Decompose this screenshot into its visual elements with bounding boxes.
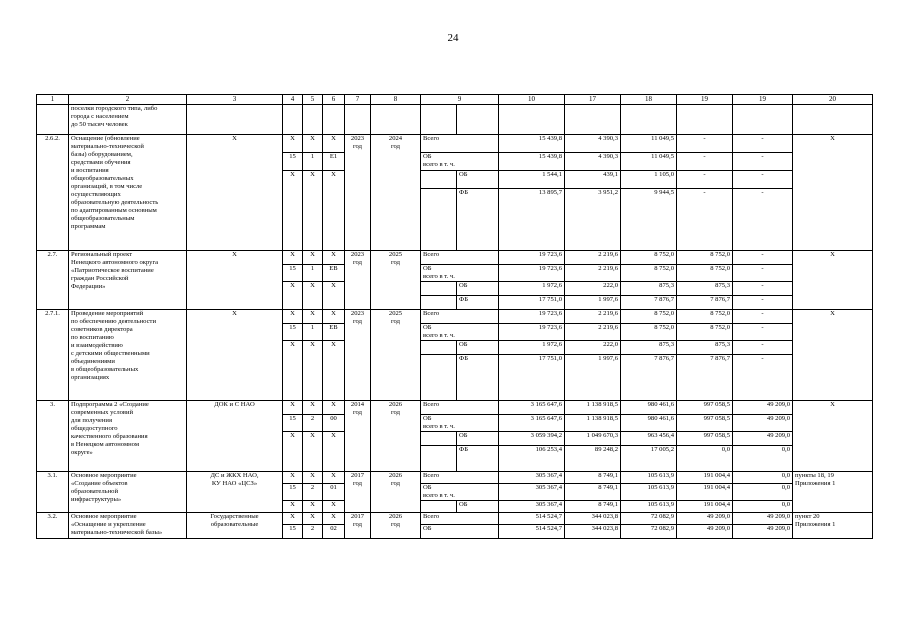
amount-cell: 19 723,6 bbox=[499, 265, 565, 282]
header-row bbox=[37, 95, 873, 105]
amount-cell: 8 752,0 bbox=[677, 251, 733, 265]
code-cell: 02 bbox=[323, 525, 345, 539]
cell-empty bbox=[565, 105, 621, 135]
amount-cell: 875,3 bbox=[677, 282, 733, 296]
section-name: Подпрограмма 2 «Создание современных условий для получения общедоступного качественного образования в Ненецком автономном округе» bbox=[69, 401, 187, 472]
code-cell: Х bbox=[283, 135, 303, 153]
cell-empty bbox=[345, 105, 371, 135]
amount-cell: 2 219,6 bbox=[565, 251, 621, 265]
amount-cell: 0,0 bbox=[733, 446, 793, 472]
amount-cell: 980 461,6 bbox=[621, 401, 677, 415]
cell-empty bbox=[187, 105, 283, 135]
executor: ДОК и С НАО bbox=[187, 401, 283, 472]
code-cell: Х bbox=[323, 501, 345, 513]
executor: Государственные образовательные bbox=[187, 513, 283, 539]
funding-source: ОБ всего в т. ч. bbox=[421, 415, 499, 432]
amount-cell: 997 058,5 bbox=[677, 415, 733, 432]
amount-cell: 875,3 bbox=[621, 282, 677, 296]
amount-cell: 8 749,1 bbox=[565, 484, 621, 501]
funding-source: Всего bbox=[421, 251, 499, 265]
note-cell: пункты 18, 19 Приложения 1 bbox=[793, 472, 873, 513]
amount-cell: - bbox=[733, 341, 793, 355]
code-cell: 15 bbox=[283, 153, 303, 171]
code-cell: Х bbox=[323, 171, 345, 251]
end-year: 2026 год bbox=[371, 472, 421, 513]
section-name: Основное мероприятие «Создание объектов образовательной инфраструктуры» bbox=[69, 472, 187, 513]
code-cell: Х bbox=[323, 401, 345, 415]
note-cell: Х bbox=[793, 401, 873, 472]
amount-cell: 15 439,8 bbox=[499, 135, 565, 153]
code-cell: Х bbox=[283, 282, 303, 310]
code-cell: Х bbox=[303, 501, 323, 513]
header-cell: 18 bbox=[621, 95, 677, 105]
cell-empty bbox=[677, 105, 733, 135]
amount-cell: 7 876,7 bbox=[621, 355, 677, 401]
code-cell: Х bbox=[303, 401, 323, 415]
cell-empty bbox=[733, 105, 793, 135]
code-cell: Х bbox=[283, 432, 303, 472]
row-number: 3. bbox=[37, 401, 69, 472]
amount-cell: 997 058,5 bbox=[677, 432, 733, 446]
funding-source: Всего bbox=[421, 472, 499, 484]
funding-source: ОБ всего в т. ч. bbox=[421, 324, 499, 341]
funding-subsource: ФБ bbox=[457, 446, 499, 472]
header-cell: 1 bbox=[37, 95, 69, 105]
code-cell: Х bbox=[303, 310, 323, 324]
amount-cell: - bbox=[733, 282, 793, 296]
amount-cell: 2 219,6 bbox=[565, 324, 621, 341]
amount-cell: 191 004,4 bbox=[677, 501, 733, 513]
amount-cell: 19 723,6 bbox=[499, 324, 565, 341]
code-cell: Х bbox=[283, 310, 303, 324]
amount-cell: 1 138 918,5 bbox=[565, 415, 621, 432]
amount-cell: 0,0 bbox=[733, 472, 793, 484]
section-name: Оснащение (обновление материально-технической базы) оборудованием, средствами обучения и воспитания общеобразовательных организаций, в том числе осуществляющих образовательную деятельность по адаптированным основным общеобразовательным программам bbox=[69, 135, 187, 251]
amount-cell: - bbox=[733, 171, 793, 189]
code-cell: 1 bbox=[303, 265, 323, 282]
amount-cell: 3 059 394,2 bbox=[499, 432, 565, 446]
amount-cell: 1 138 918,5 bbox=[565, 401, 621, 415]
amount-cell: 305 367,4 bbox=[499, 472, 565, 484]
section-name: Основное мероприятие «Оснащение и укрепление материально-технической базы» bbox=[69, 513, 187, 539]
header-cell: 8 bbox=[371, 95, 421, 105]
code-cell: Х bbox=[303, 282, 323, 310]
amount-cell: 49 209,0 bbox=[733, 525, 793, 539]
code-cell: 15 bbox=[283, 265, 303, 282]
code-cell: Х bbox=[283, 513, 303, 525]
header-cell: 3 bbox=[187, 95, 283, 105]
amount-cell: 222,0 bbox=[565, 341, 621, 355]
amount-cell: 17 751,0 bbox=[499, 355, 565, 401]
end-year: 2025 год bbox=[371, 251, 421, 310]
funding-subsource: ОБ bbox=[457, 341, 499, 355]
header-cell: 7 bbox=[345, 95, 371, 105]
cell-empty bbox=[421, 296, 457, 310]
amount-cell: 222,0 bbox=[565, 282, 621, 296]
amount-cell: 1 997,6 bbox=[565, 355, 621, 401]
code-cell: Х bbox=[323, 282, 345, 310]
page-number: 24 bbox=[447, 32, 459, 44]
amount-cell: 3 951,2 bbox=[565, 189, 621, 251]
funding-source: Всего bbox=[421, 310, 499, 324]
amount-cell: 11 049,5 bbox=[621, 153, 677, 171]
amount-cell: 106 253,4 bbox=[499, 446, 565, 472]
amount-cell: - bbox=[733, 310, 793, 324]
amount-cell: 49 209,0 bbox=[677, 513, 733, 525]
code-cell: 15 bbox=[283, 415, 303, 432]
amount-cell: 997 058,5 bbox=[677, 401, 733, 415]
table-row bbox=[37, 310, 873, 324]
executor: ДС и ЖКХ НАО, КУ НАО «ЦСЗ» bbox=[187, 472, 283, 513]
table-row bbox=[37, 135, 873, 153]
table-row bbox=[37, 513, 873, 525]
code-cell: Х bbox=[323, 513, 345, 525]
cell-empty bbox=[421, 501, 457, 513]
header-cell: 4 bbox=[283, 95, 303, 105]
code-cell: 15 bbox=[283, 525, 303, 539]
amount-cell: 2 219,6 bbox=[565, 310, 621, 324]
code-cell: Х bbox=[323, 341, 345, 401]
code-cell: Х bbox=[283, 501, 303, 513]
code-cell: Х bbox=[303, 472, 323, 484]
funding-subsource: ФБ bbox=[457, 355, 499, 401]
cell-empty bbox=[421, 282, 457, 296]
amount-cell: 875,3 bbox=[621, 341, 677, 355]
cell-empty bbox=[421, 341, 457, 355]
amount-cell: 0,0 bbox=[733, 501, 793, 513]
cell-empty bbox=[421, 355, 457, 401]
funding-subsource: ОБ bbox=[457, 282, 499, 296]
start-year: 2017 год bbox=[345, 513, 371, 539]
code-cell: 2 bbox=[303, 415, 323, 432]
amount-cell: 17 005,2 bbox=[621, 446, 677, 472]
amount-cell: 72 082,9 bbox=[621, 513, 677, 525]
cell-empty bbox=[303, 105, 323, 135]
header-cell: 2 bbox=[69, 95, 187, 105]
amount-cell: 0,0 bbox=[733, 484, 793, 501]
note-cell: пункт 20 Приложения 1 bbox=[793, 513, 873, 539]
amount-cell: 305 367,4 bbox=[499, 501, 565, 513]
cell-empty bbox=[37, 105, 69, 135]
start-year: 2023 год bbox=[345, 251, 371, 310]
header-cell: 9 bbox=[421, 95, 499, 105]
amount-cell: 1 544,1 bbox=[499, 171, 565, 189]
funding-source: ОБ всего в т. ч. bbox=[421, 265, 499, 282]
header-cell: 20 bbox=[793, 95, 873, 105]
executor: Х bbox=[187, 251, 283, 310]
amount-cell: 72 082,9 bbox=[621, 525, 677, 539]
amount-cell: 49 209,0 bbox=[677, 525, 733, 539]
amount-cell: - bbox=[733, 265, 793, 282]
code-cell: 00 bbox=[323, 415, 345, 432]
amount-cell: 0,0 bbox=[677, 446, 733, 472]
cell-empty bbox=[499, 105, 565, 135]
cell-empty bbox=[283, 105, 303, 135]
amount-cell: 89 248,2 bbox=[565, 446, 621, 472]
cell-empty bbox=[621, 105, 677, 135]
amount-cell: - bbox=[733, 355, 793, 401]
funding-subsource: ФБ bbox=[457, 189, 499, 251]
amount-cell: 514 524,7 bbox=[499, 525, 565, 539]
executor: Х bbox=[187, 310, 283, 401]
funding-subsource: ОБ bbox=[457, 432, 499, 446]
amount-cell: 2 219,6 bbox=[565, 265, 621, 282]
code-cell: Е1 bbox=[323, 153, 345, 171]
cell-empty bbox=[457, 105, 499, 135]
amount-cell: 7 876,7 bbox=[621, 296, 677, 310]
code-cell: Х bbox=[303, 135, 323, 153]
cell-empty bbox=[371, 105, 421, 135]
amount-cell: 980 461,6 bbox=[621, 415, 677, 432]
amount-cell: - bbox=[733, 135, 793, 153]
amount-cell: 105 613,9 bbox=[621, 501, 677, 513]
amount-cell: 439,1 bbox=[565, 171, 621, 189]
cell-empty bbox=[323, 105, 345, 135]
start-year: 2017 год bbox=[345, 472, 371, 513]
code-cell: Х bbox=[303, 341, 323, 401]
cell-empty bbox=[421, 432, 457, 446]
amount-cell: 4 390,3 bbox=[565, 135, 621, 153]
amount-cell: 9 944,5 bbox=[621, 189, 677, 251]
amount-cell: 8 752,0 bbox=[621, 251, 677, 265]
row-number: 3.2. bbox=[37, 513, 69, 539]
amount-cell: 49 209,0 bbox=[733, 401, 793, 415]
code-cell: 1 bbox=[303, 153, 323, 171]
amount-cell: 191 004,4 bbox=[677, 472, 733, 484]
end-year: 2025 год bbox=[371, 310, 421, 401]
amount-cell: - bbox=[677, 153, 733, 171]
table-row bbox=[37, 401, 873, 415]
amount-cell: 8 752,0 bbox=[677, 324, 733, 341]
budget-table bbox=[36, 94, 873, 539]
code-cell: Х bbox=[283, 251, 303, 265]
amount-cell: 17 751,0 bbox=[499, 296, 565, 310]
row-number: 3.1. bbox=[37, 472, 69, 513]
end-year: 2024 год bbox=[371, 135, 421, 251]
amount-cell: 8 752,0 bbox=[677, 265, 733, 282]
funding-source: ОБ всего в т. ч. bbox=[421, 484, 499, 501]
cell-empty bbox=[421, 105, 457, 135]
amount-cell: 8 752,0 bbox=[677, 310, 733, 324]
note-cell: Х bbox=[793, 135, 873, 251]
code-cell: Х bbox=[283, 171, 303, 251]
amount-cell: 1 049 670,3 bbox=[565, 432, 621, 446]
header-cell: 19 bbox=[677, 95, 733, 105]
amount-cell: 3 165 647,6 bbox=[499, 415, 565, 432]
end-year: 2026 год bbox=[371, 401, 421, 472]
table-row bbox=[37, 251, 873, 265]
cell-empty bbox=[793, 105, 873, 135]
amount-cell: - bbox=[677, 135, 733, 153]
amount-cell: 19 723,6 bbox=[499, 251, 565, 265]
amount-cell: 8 749,1 bbox=[565, 501, 621, 513]
amount-cell: - bbox=[733, 251, 793, 265]
end-year: 2026 год bbox=[371, 513, 421, 539]
funding-subsource: ОБ bbox=[457, 171, 499, 189]
code-cell: Х bbox=[323, 310, 345, 324]
row-number: 2.7. bbox=[37, 251, 69, 310]
code-cell: Х bbox=[323, 135, 345, 153]
note-cell: Х bbox=[793, 310, 873, 401]
code-cell: Х bbox=[323, 472, 345, 484]
code-cell: Х bbox=[303, 513, 323, 525]
amount-cell: 514 524,7 bbox=[499, 513, 565, 525]
amount-cell: 11 049,5 bbox=[621, 135, 677, 153]
section-name: Проведение мероприятий по обеспечению деятельности советников директора по воспитанию и взаимодействию с детскими общественными объединениями в общеобразовательных организациях bbox=[69, 310, 187, 401]
code-cell: 15 bbox=[283, 484, 303, 501]
amount-cell: 49 209,0 bbox=[733, 432, 793, 446]
code-cell: 15 bbox=[283, 324, 303, 341]
amount-cell: 191 004,4 bbox=[677, 484, 733, 501]
code-cell: Х bbox=[303, 251, 323, 265]
amount-cell: - bbox=[677, 189, 733, 251]
amount-cell: - bbox=[733, 296, 793, 310]
section-name: поселки городского типа, либо города с населением до 50 тысяч человек bbox=[69, 105, 187, 135]
amount-cell: 19 723,6 bbox=[499, 310, 565, 324]
amount-cell: 105 613,9 bbox=[621, 484, 677, 501]
amount-cell: 49 209,0 bbox=[733, 415, 793, 432]
amount-cell: 7 876,7 bbox=[677, 296, 733, 310]
amount-cell: 8 752,0 bbox=[621, 265, 677, 282]
funding-source: Всего bbox=[421, 513, 499, 525]
amount-cell: 1 997,6 bbox=[565, 296, 621, 310]
amount-cell: 305 367,4 bbox=[499, 484, 565, 501]
executor: Х bbox=[187, 135, 283, 251]
funding-source: ОБ bbox=[421, 525, 499, 539]
header-cell: 19 bbox=[733, 95, 793, 105]
table-row bbox=[37, 472, 873, 484]
code-cell: 2 bbox=[303, 484, 323, 501]
amount-cell: - bbox=[677, 171, 733, 189]
row-number: 2.6.2. bbox=[37, 135, 69, 251]
code-cell: Х bbox=[303, 432, 323, 472]
start-year: 2023 год bbox=[345, 135, 371, 251]
note-cell: Х bbox=[793, 251, 873, 310]
funding-subsource: ОБ bbox=[457, 501, 499, 513]
code-cell: Х bbox=[323, 432, 345, 472]
start-year: 2014 год bbox=[345, 401, 371, 472]
code-cell: Х bbox=[283, 472, 303, 484]
amount-cell: - bbox=[733, 153, 793, 171]
code-cell: 1 bbox=[303, 324, 323, 341]
cell-empty bbox=[421, 189, 457, 251]
cell-empty bbox=[421, 171, 457, 189]
cell-empty bbox=[421, 446, 457, 472]
code-cell: Х bbox=[303, 171, 323, 251]
amount-cell: 8 749,1 bbox=[565, 472, 621, 484]
amount-cell: 344 023,8 bbox=[565, 513, 621, 525]
code-cell: ЕВ bbox=[323, 265, 345, 282]
amount-cell: 13 895,7 bbox=[499, 189, 565, 251]
section-name: Региональный проект Ненецкого автономного округа «Патриотическое воспитание граждан Российской Федерации» bbox=[69, 251, 187, 310]
amount-cell: 875,3 bbox=[677, 341, 733, 355]
code-cell: 2 bbox=[303, 525, 323, 539]
start-year: 2023 год bbox=[345, 310, 371, 401]
amount-cell: 8 752,0 bbox=[621, 310, 677, 324]
header-cell: 5 bbox=[303, 95, 323, 105]
amount-cell: 1 105,0 bbox=[621, 171, 677, 189]
amount-cell: 15 439,8 bbox=[499, 153, 565, 171]
amount-cell: 344 023,8 bbox=[565, 525, 621, 539]
header-cell: 6 bbox=[323, 95, 345, 105]
amount-cell: 8 752,0 bbox=[621, 324, 677, 341]
funding-source: Всего bbox=[421, 401, 499, 415]
header-cell: 10 bbox=[499, 95, 565, 105]
funding-subsource: ФБ bbox=[457, 296, 499, 310]
funding-source: Всего bbox=[421, 135, 499, 153]
code-cell: Х bbox=[283, 341, 303, 401]
code-cell: 01 bbox=[323, 484, 345, 501]
code-cell: Х bbox=[323, 251, 345, 265]
amount-cell: 105 613,9 bbox=[621, 472, 677, 484]
amount-cell: 3 165 647,6 bbox=[499, 401, 565, 415]
header-cell: 17 bbox=[565, 95, 621, 105]
amount-cell: 1 972,6 bbox=[499, 282, 565, 296]
amount-cell: - bbox=[733, 324, 793, 341]
code-cell: ЕВ bbox=[323, 324, 345, 341]
funding-source: ОБ всего в т. ч. bbox=[421, 153, 499, 171]
amount-cell: - bbox=[733, 189, 793, 251]
amount-cell: 7 876,7 bbox=[677, 355, 733, 401]
code-cell: Х bbox=[283, 401, 303, 415]
amount-cell: 49 209,0 bbox=[733, 513, 793, 525]
row-number: 2.7.1. bbox=[37, 310, 69, 401]
table-row-continuation bbox=[37, 105, 873, 135]
amount-cell: 4 390,3 bbox=[565, 153, 621, 171]
amount-cell: 963 456,4 bbox=[621, 432, 677, 446]
amount-cell: 1 972,6 bbox=[499, 341, 565, 355]
